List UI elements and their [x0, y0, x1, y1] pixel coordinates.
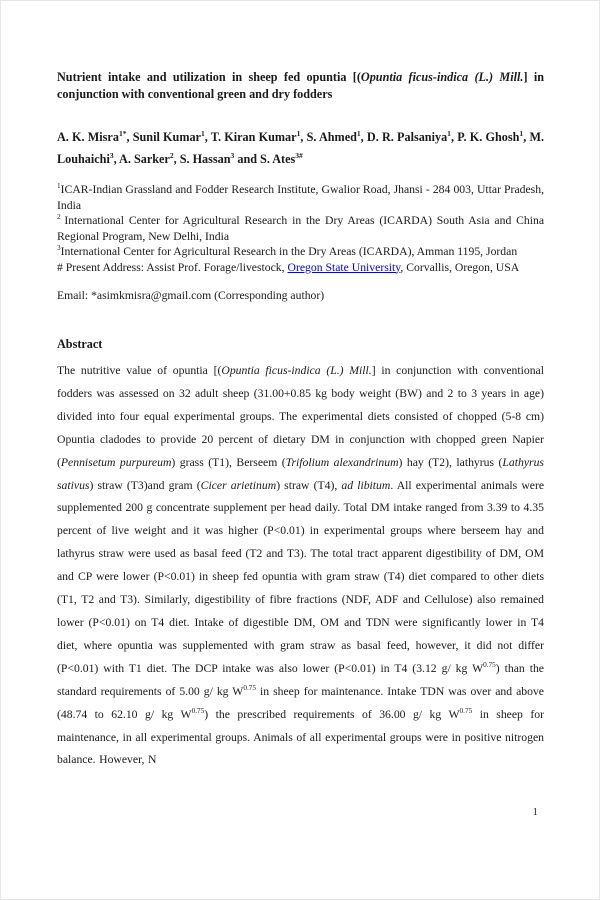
abstract-paragraph: The nutritive value of opuntia [(Opuntia ficus-indica (L.) Mill.] in conjunction with conventional fodders was assessed on 32 adult sheep (31.00+0.85 kg body weight (BW) and 2 to 3 years in age) divided into four equal experimental groups. The experimental diets consisted of chopped (5-8 cm) Opuntia cladodes to provide 20 percent of dietary DM in conjunction with chopped green Napier (Pennisetum purpureum) grass (T1), Berseem (Trifolium alexandrinum) hay (T2), lathyrus (Lathyrus sativus) straw (T3)and gram (Cicer arietinum) straw (T4), ad libitum. All experimental animals were supplemented 200 g concentrate supplement per head daily. Total DM intake ranged from 3.39 to 4.35 percent of live weight and it was higher (P<0.01) in experimental groups where berseem hay and lathyrus straw were used as basal feed (T2 and T3). The total tract apparent digestibility of DM, OM and CP were lower (P<0.01) in sheep fed opuntia with gram straw (T4) diet compared to other diets (T1, T2 and T3). Similarly, digestibility of fibre fractions (NDF, ADF and Cellulose) also remained lower (P<0.01) on T4 diet. Intake of digestible DM, OM and TDN were significantly lower in T4 diet, where opuntia was supplemented with gram straw as basal feed, however, it did not differ (P<0.01) with T1 diet. The DCP intake was also lower (P<0.01) in T4 (3.12 g/ kg $W^{0.75}$) than the standard requirements of 5.00 g/ kg $W^{0.75}$ in sheep for maintenance. Intake TDN was over and above (48.74 to 62.10 g/ kg $W^{0.75}$) the prescribed requirements of 36.00 g/ kg $W^{0.75}$ in sheep for maintenance, in all experimental groups. Animals of all experimental groups were in positive nitrogen balance. However, N	[57, 364, 545, 767]
affiliation-line-1: $^1$ICAR-Indian Grassland and Fodder Research Institute, Gwalior Road, Jhansi - 284 003, Uttar Pradesh, India	[57, 182, 544, 212]
author-list: A. K. Misra$^{1*}$, Sunil Kumar$^1$, T. Kiran Kumar$^1$, S. Ahmed$^1$, D. R. Palsaniya$^1$, P. K. Ghosh$^1$, M. Louhaichi$^3$, A. Sarker$^2$, S. Hassan$^3$ and S. Ates$^{3\#}$	[57, 128, 544, 166]
affiliations-block	[57, 182, 544, 275]
page-number: 1	[532, 806, 538, 818]
affiliation-line-2: $^2$ International Center for Agricultural Research in the Dry Areas (ICARDA) South Asia and China Regional Program, New Delhi, India	[57, 213, 545, 243]
affiliation-line-3: $^3$International Center for Agricultural Research in the Dry Areas (ICARDA), Amman 1195, Jordan	[57, 244, 518, 258]
oregon-state-university-link[interactable]: Oregon State University	[287, 260, 401, 274]
email-line: Email: *asimkmisra@gmail.com (Corresponding author)	[57, 289, 325, 302]
paper-title: Nutrient intake and utilization in sheep fed opuntia [(Opuntia ficus-indica (L.) Mill.] in conjunction with conventional green and dry fodders	[57, 70, 544, 101]
abstract-heading: Abstract	[57, 337, 103, 351]
present-address-line: # Present Address: Assist Prof. Forage/livestock, Oregon State University, Corvallis, Oregon, USA	[57, 260, 520, 274]
